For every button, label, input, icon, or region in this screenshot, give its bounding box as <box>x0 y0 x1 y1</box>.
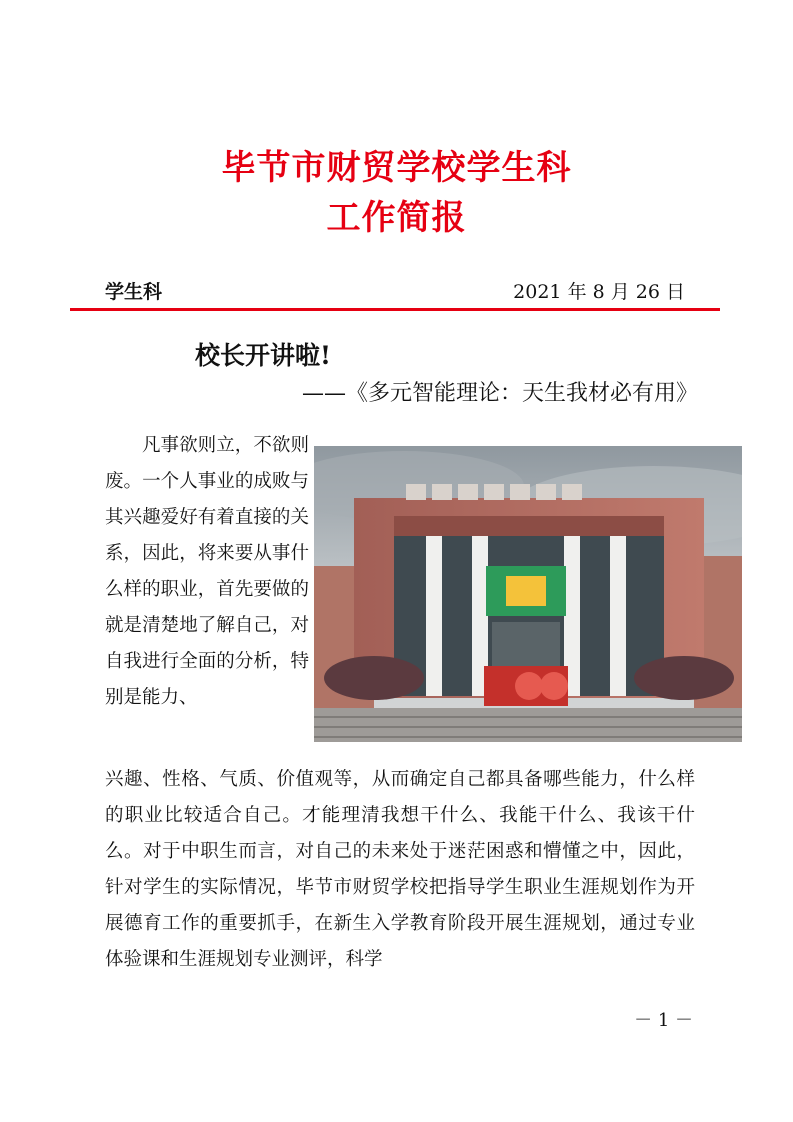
header-divider <box>70 308 720 311</box>
report-title-line1: 毕节市财贸学校学生科 <box>221 148 572 188</box>
department-label: 学生科 <box>105 281 163 303</box>
report-date: 2021 年 8 月 26 日 <box>513 281 685 303</box>
article-title: 校长开讲啦! <box>195 341 331 370</box>
school-building-photo <box>314 446 742 742</box>
building-sign <box>406 484 582 500</box>
article-paragraph-wrapped <box>105 428 309 716</box>
report-title-line2: 工作简报 <box>326 198 467 238</box>
paragraph-text-narrow: 凡事欲则立，不欲则废。一个人事业的成败与其兴趣爱好有着直接的关系，因此，将来要从事什么样的职业，首先要做的就是清楚地了解自己，对自我进行全面的分析，特别是能力、 <box>105 435 309 708</box>
page-number-text: － 1 － <box>634 1010 693 1031</box>
page-number <box>0 1006 793 1032</box>
article-subtitle: ——《多元智能理论：天生我材必有用》 <box>301 381 698 406</box>
article-paragraph-full <box>105 762 695 978</box>
paragraph-text-wide: 兴趣、性格、气质、价值观等，从而确定自己都具备哪些能力，什么样的职业比较适合自己。才能理清我想干什么、我能干什么、我该干什么。对于中职生而言，对自己的未来处于迷茫困惑和懵懂之中，因此，针对学生的实际情况，毕节市财贸学校把指导学生职业生涯规划作为开展德育工作的重要抓手，在新生入学教育阶段开展生涯规划，通过专业体验课和生涯规划专业测评，科学 <box>105 769 695 970</box>
